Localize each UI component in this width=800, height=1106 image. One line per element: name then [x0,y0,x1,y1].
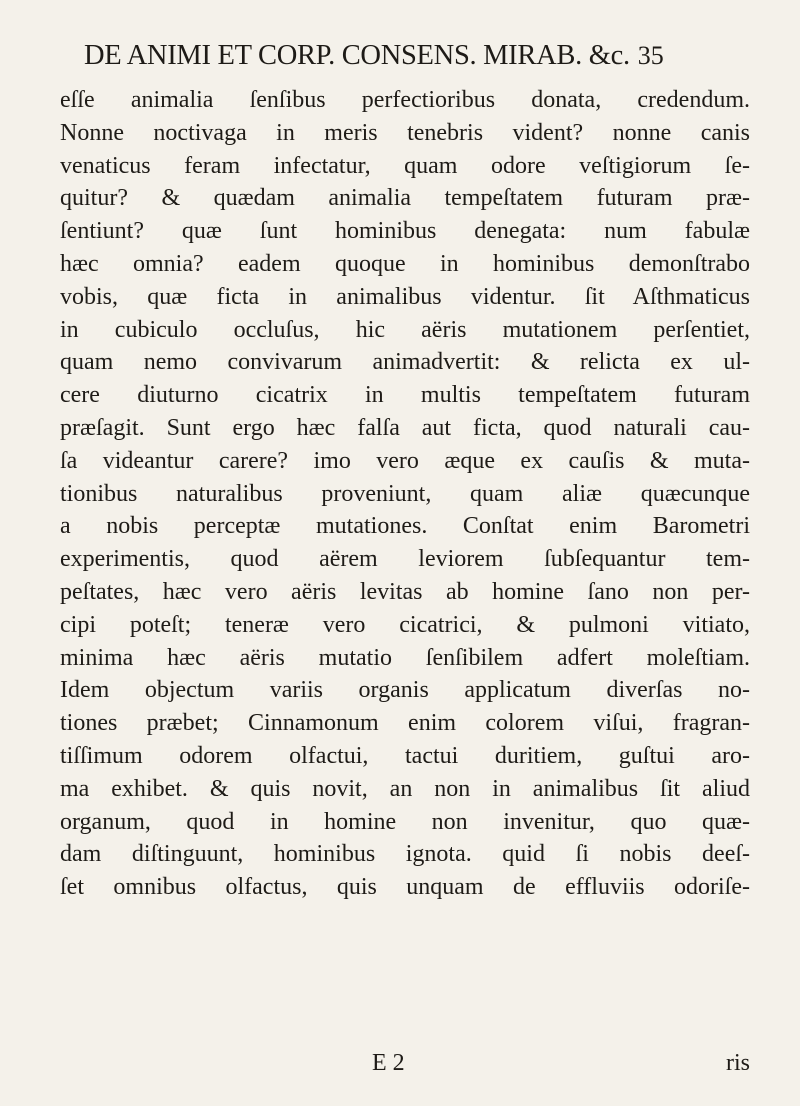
text-line: eſſe animalia ſenſibus perfectioribus donata, credendum. [60,87,750,113]
text-line: tiones præbet; Cinnamonum enim colorem viſui, fragran- [60,710,750,737]
text-line: ſentiunt? quæ ſunt hominibus denegata: num fabulæ [60,218,750,245]
text-line: Idem objectum variis organis applicatum diverſas no- [60,677,750,704]
text-line: cere diuturno cicatrix in multis tempeſtatem futuram [60,382,750,409]
text-line: a nobis perceptæ mutationes. Conſtat enim Barometri [60,513,750,540]
text-line: ſa videantur carere? imo vero æque ex cauſis & muta- [60,447,750,474]
text-line: venaticus feram infectatur, quam odore veſtigiorum ſe- [60,152,750,179]
text-line: tiſſimum odorem olfactui, tactui duritiem, guſtui aro- [60,742,750,769]
text-line: vobis, quæ ficta in animalibus videntur. ſit Aſthmaticus [60,283,750,310]
body-text [60,84,750,904]
text-line: tionibus naturalibus proveniunt, quam aliæ quæcunque [60,480,750,507]
text-line: minima hæc aëris mutatio ſenſibilem adfert moleſtiam. [60,644,750,671]
text-line: Nonne noctivaga in meris tenebris vident? nonne canis [60,119,750,146]
catchword: ris [726,1050,750,1076]
page-footer [60,1050,750,1082]
text-line: dam diſtinguunt, hominibus ignota. quid ſi nobis deeſ- [60,841,750,868]
text-line: præſagit. Sunt ergo hæc falſa aut ficta, quod naturali cau- [60,414,750,441]
text-line: experimentis, quod aërem leviorem ſubſequantur tem- [60,546,750,573]
text-line: ma exhibet. & quis novit, an non in animalibus ſit aliud [60,775,750,802]
page-number: 35 [637,41,664,70]
text-line: cipi poteſt; teneræ vero cicatrici, & pulmoni vitiato, [60,611,750,638]
text-line: quitur? & quædam animalia tempeſtatem futuram præ- [60,185,750,212]
page-header [84,40,784,80]
text-line: organum, quod in homine non invenitur, quo quæ- [60,808,750,835]
signature-mark: E 2 [372,1050,405,1076]
running-title: DE ANIMI ET CORP. CONSENS. MIRAB. &c. [84,40,630,71]
text-line: ſet omnibus olfactus, quis unquam de effluviis odoriſe- [60,874,750,901]
text-line: in cubiculo occluſus, hic aëris mutationem perſentiet, [60,316,750,343]
text-line: peſtates, hæc vero aëris levitas ab homine ſano non per- [60,578,750,605]
text-line: hæc omnia? eadem quoque in hominibus demonſtrabo [60,250,750,277]
text-line: quam nemo convivarum animadvertit: & relicta ex ul- [60,349,750,376]
